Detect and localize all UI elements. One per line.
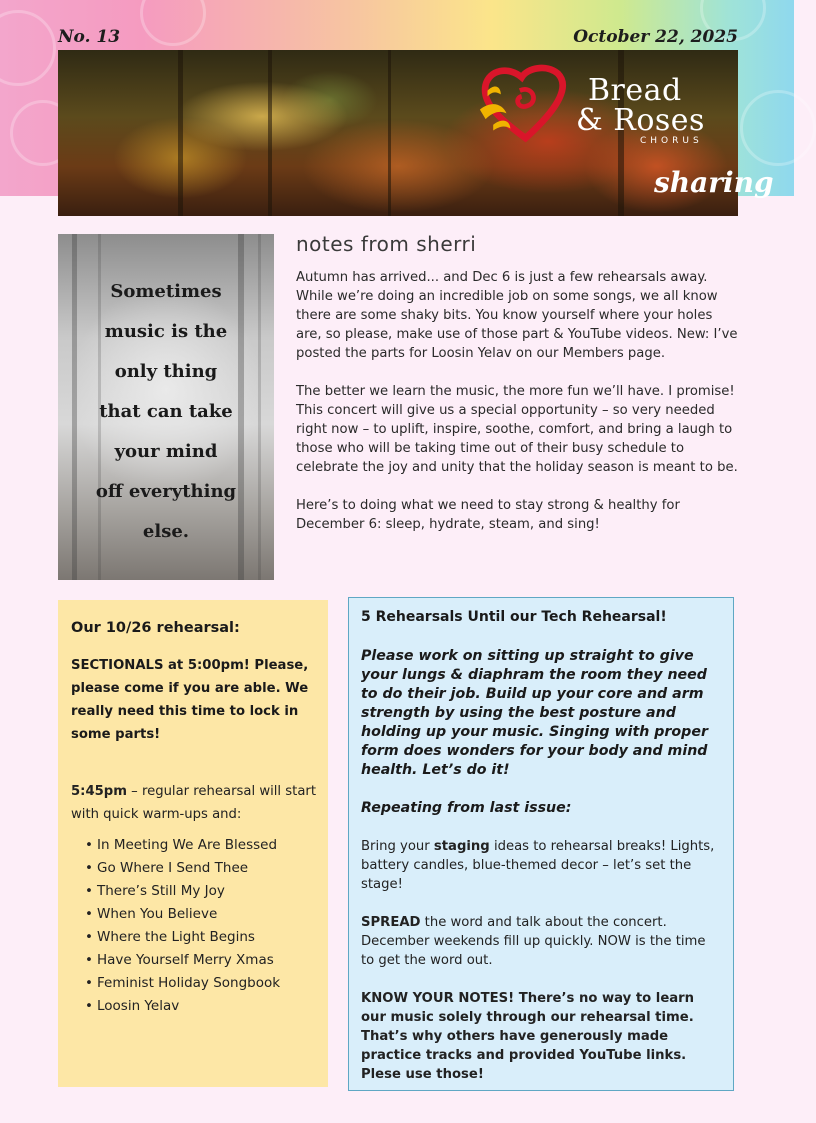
notes-paragraph: Autumn has arrived... and Dec 6 is just a few rehearsals away. While we’re doing an incredible job on some songs, we all know there are some shaky bits. You know yourself where your holes are, so please, make use of those part & YouTube videos. New: I’ve posted the parts for Loosin Yelav on our Members page. <box>296 270 738 361</box>
tech-heading: 5 Rehearsals Until our Tech Rehearsal! <box>361 609 667 625</box>
rehearsal-time: 5:45pm <box>71 784 127 799</box>
quote-line: off everything <box>95 481 237 502</box>
notes-heading: notes from sherri <box>296 232 477 256</box>
regular-rehearsal-text <box>71 780 316 826</box>
list-item: • Where the Light Begins <box>85 926 316 949</box>
sectionals-notice: SECTIONALS at 5:00pm! Please, please come if you are able. We really need this time to lock in some parts! <box>71 658 309 742</box>
tech-rehearsal-box <box>348 597 734 1091</box>
rehearsal-box <box>58 600 328 1087</box>
brand-name-bread: Bread <box>588 73 682 108</box>
staging-post: ideas to rehearsal breaks! Lights, battery candles, blue-themed decor – let’s set the stage! <box>361 839 715 892</box>
list-item: • Feminist Holiday Songbook <box>85 972 316 995</box>
list-item: • Loosin Yelav <box>85 995 316 1018</box>
quote-box <box>58 234 274 580</box>
brand-name-chorus: CHORUS <box>640 136 703 146</box>
quote-line: music is the <box>104 321 228 342</box>
know-post: There’s no way to learn our music solely through our rehearsal time. That’s why others have generously made practice tracks and provided YouTube links. Plese use those! <box>361 991 695 1082</box>
know-keyword: KNOW YOUR NOTES! <box>361 991 515 1006</box>
spread-post: the word and talk about the concert. December weekends fill up quickly. NOW is the time to get the word out. <box>361 915 706 968</box>
quote-line: Sometimes <box>110 281 222 302</box>
quote-line: your mind <box>114 441 218 462</box>
rose-pattern-decoration <box>140 0 206 46</box>
bread-and-roses-logo <box>470 60 774 200</box>
list-item: • Have Yourself Merry Xmas <box>85 949 316 972</box>
brand-name-roses: & Roses <box>576 103 705 138</box>
heart-swirl-icon <box>478 62 573 142</box>
tree-trunk <box>268 50 272 216</box>
spread-keyword: SPREAD <box>361 915 421 930</box>
notes-paragraph: The better we learn the music, the more fun we’ll have. I promise! This concert will give us a special opportunity – so very needed right now – to uplift, inspire, soothe, comfort, and bring a laugh to those who will be taking time out of their busy schedule to celebrate the joy and unity that the holiday season is meant to be. <box>296 384 738 475</box>
quote-line: only thing <box>114 361 218 382</box>
quote-line: that can take <box>99 401 233 422</box>
issue-date: October 22, 2025 <box>573 27 738 47</box>
know-notes-paragraph <box>361 989 722 1084</box>
list-item: • There’s Still My Joy <box>85 880 316 903</box>
tree-trunk <box>178 50 183 216</box>
quote-text <box>70 272 262 552</box>
autumn-forest-banner <box>58 50 774 216</box>
posture-notice: Please work on sitting up straight to give your lungs & diaphram the room they need to do their job. Build up your core and arm strength by using the best posture and holding up your music. Singing with proper form does wonders for your body and mind health. Let’s do it! <box>361 648 708 778</box>
rehearsal-heading: Our 10/26 rehearsal: <box>71 620 240 636</box>
list-item: • When You Believe <box>85 903 316 926</box>
repeating-heading: Repeating from last issue: <box>361 800 572 816</box>
staging-paragraph <box>361 837 722 894</box>
list-item: • Go Where I Send Thee <box>85 857 316 880</box>
notes-paragraph: Here’s to doing what we need to stay strong & healthy for December 6: sleep, hydrate, steam, and sing! <box>296 498 680 532</box>
quote-line: else. <box>142 521 190 542</box>
section-title-sharing: sharing <box>654 166 774 199</box>
spread-paragraph <box>361 913 722 970</box>
regular-rehearsal-desc: – regular rehearsal will start with quick warm-ups and: <box>71 784 317 822</box>
list-item: • In Meeting We Are Blessed <box>85 834 316 857</box>
tree-trunk <box>388 50 391 216</box>
issue-number: No. 13 <box>58 27 121 47</box>
staging-keyword: staging <box>433 839 490 854</box>
notes-body <box>296 268 738 553</box>
song-list <box>71 834 316 1018</box>
rose-pattern-decoration <box>740 90 816 166</box>
staging-pre: Bring your <box>361 839 434 854</box>
rose-pattern-decoration <box>0 10 56 86</box>
